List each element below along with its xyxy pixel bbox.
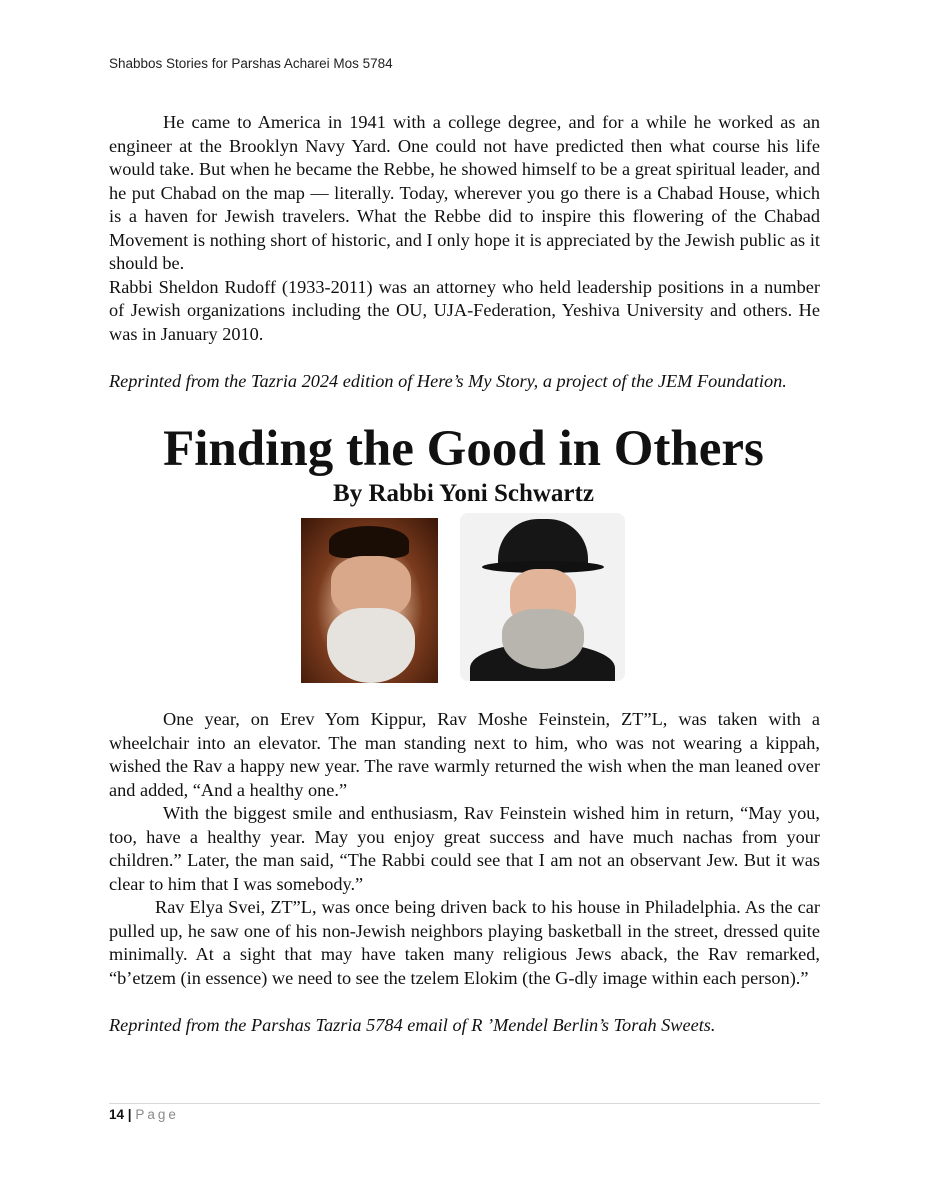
story2-credit: Reprinted from the Parshas Tazria 5784 email of R ’Mendel Berlin’s Torah Sweets. [109,1014,716,1035]
portrait-rav-moshe-feinstein [301,518,438,683]
page-footer [109,1107,179,1122]
page-number: 14 [109,1107,125,1122]
story2-body [109,708,820,1037]
story2-paragraph: Rav Elya Svei, ZT”L, was once being driven back to his house in Philadelphia. As the car pulled up, he saw one of his non-Jewish neighbors playing basketball in the street, dressed quite minimally. At a sight that may have taken many religious Jews aback, the Rav remarked, “b’etzem (in essence) we need to see the tzelem Elokim (the G-dly image within each person).” [109,897,820,988]
story2-paragraph: With the biggest smile and enthusiasm, Rav Feinstein wished him in return, “May you, too, have a healthy year. May you enjoy great success and have much nachas from your children.” Later, the man said, “The Rabbi could see that I am not an observant Jew. But it was clear to him that I was somebody.” [109,803,820,894]
footer-divider [109,1103,820,1104]
running-header: Shabbos Stories for Parshas Acharei Mos 5784 [109,56,393,71]
story2-paragraph: One year, on Erev Yom Kippur, Rav Moshe Feinstein, ZT”L, was taken with a wheelchair into an elevator. The man standing next to him, who was not wearing a kippah, wished the Rav a happy new year. The rave warmly returned the wish when the man leaned over and added, “And a healthy one.” [109,709,820,800]
article-title: Finding the Good in Others [163,421,764,477]
footer-separator: | [127,1107,132,1122]
story1-credit: Reprinted from the Tazria 2024 edition of Here’s My Story, a project of the JEM Foundation. [109,370,787,391]
portrait-rav-elya-svei [460,513,625,681]
story1-paragraph: He came to America in 1941 with a college degree, and for a while he worked as an engineer at the Brooklyn Navy Yard. One could not have predicted then what course his life would take. But when he became the Rebbe, he showed himself to be a great spiritual leader, and he put Chabad on the map — literally. Today, wherever you go there is a Chabad House, which is a haven for Jewish travelers. What the Rebbe did to inspire this flowering of the Chabad Movement is nothing short of historic, and I only hope it is appreciated by the Jewish public as it should be. [109,112,820,273]
page-label: Page [135,1107,179,1122]
story1-body [109,111,820,393]
story1-author-bio: Rabbi Sheldon Rudoff (1933-2011) was an attorney who held leadership positions in a number of Jewish organizations including the OU, UJA-Federation, Yeshiva University and others. He was in January 2010. [109,276,820,344]
article-byline: By Rabbi Yoni Schwartz [333,480,594,507]
